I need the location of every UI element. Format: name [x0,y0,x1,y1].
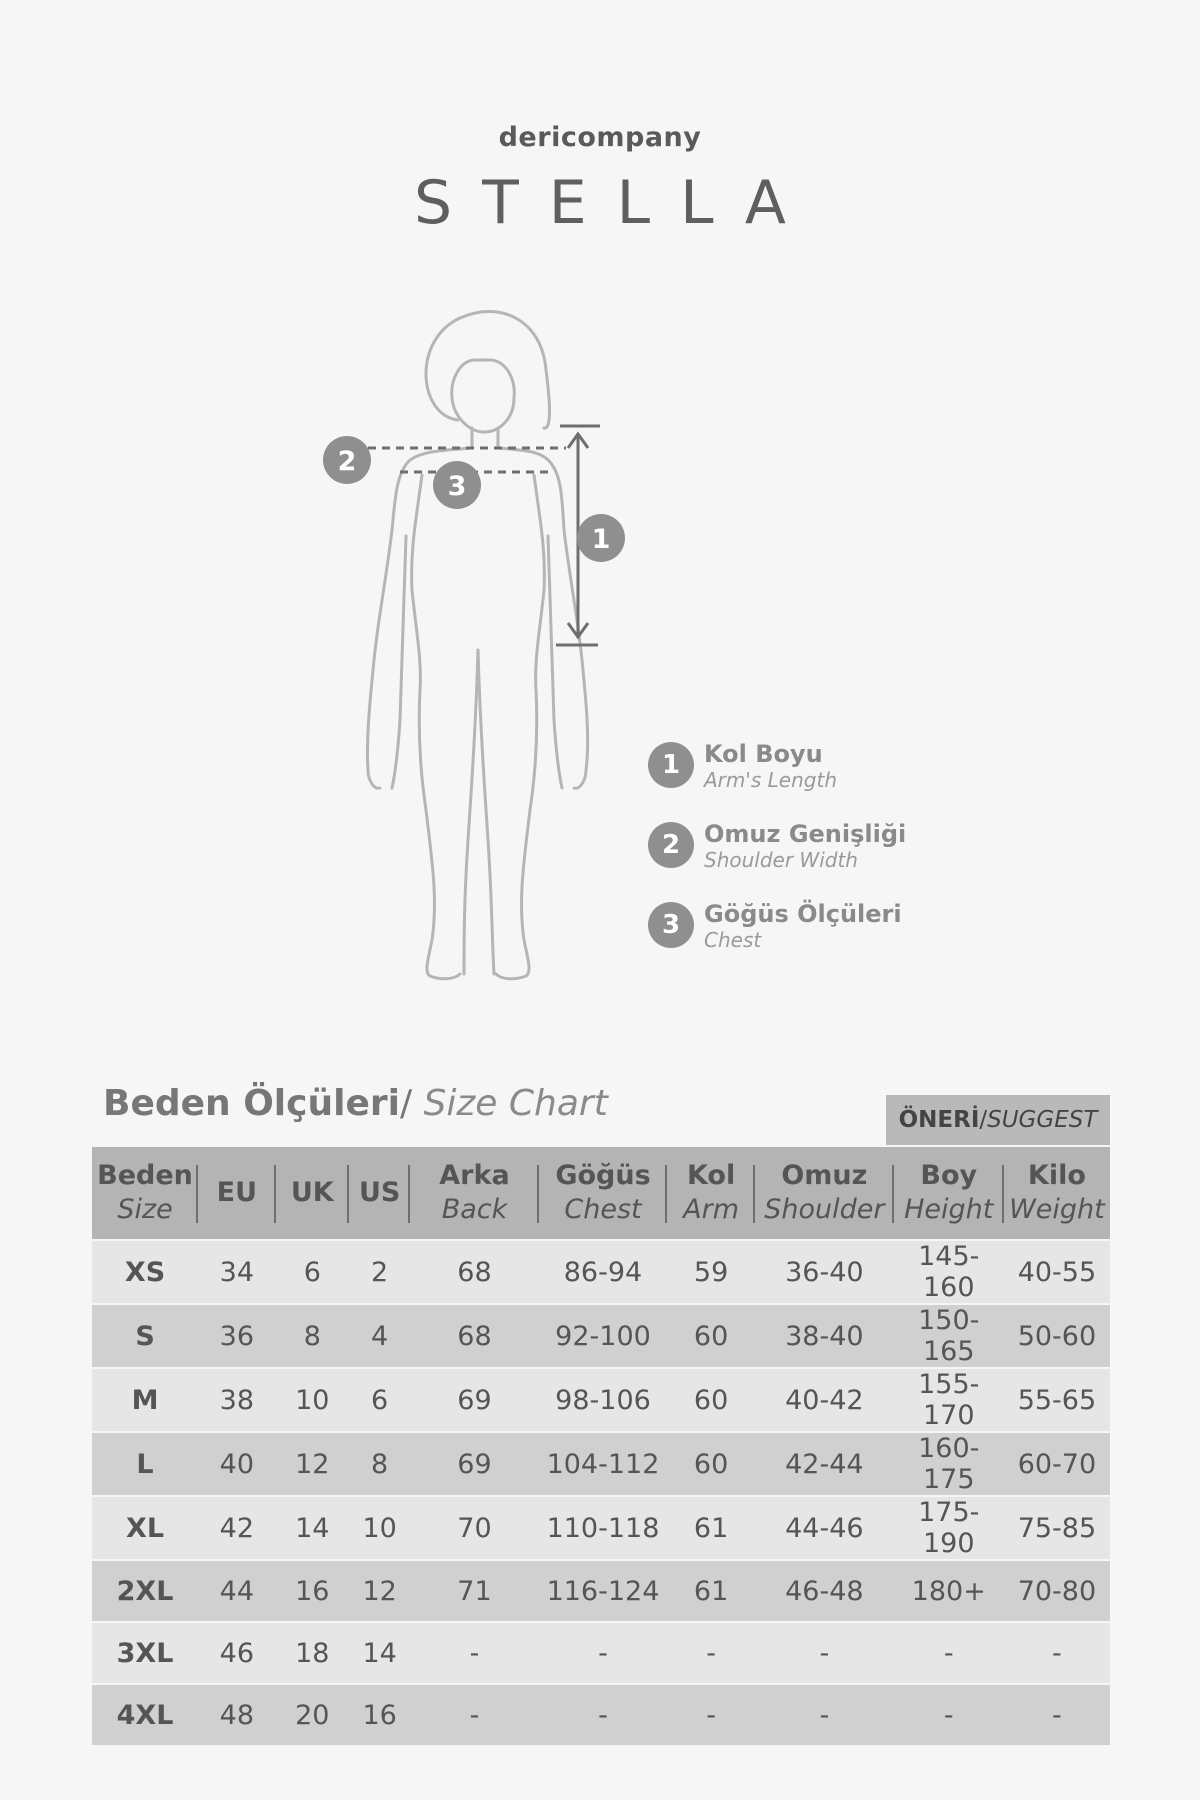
table-cell: S [92,1304,198,1368]
table-cell: 160-175 [894,1432,1004,1496]
table-row [92,1496,1110,1560]
table-cell: 16 [349,1684,410,1745]
table-cell: 46-48 [755,1560,894,1622]
legend-label-en: Arm's Length [704,768,837,792]
table-cell: 8 [276,1304,349,1368]
table-cell: - [410,1622,539,1684]
size-chart-title-en: Size Chart [412,1083,608,1124]
table-cell: 42 [198,1496,276,1560]
table-cell: 98-106 [539,1368,668,1432]
table-row [92,1240,1110,1304]
table-cell: - [1004,1622,1110,1684]
table-cell: 10 [276,1368,349,1432]
suggest-label-en: SUGGEST [987,1107,1098,1133]
size-chart-table [92,1147,1110,1745]
table-cell: M [92,1368,198,1432]
table-cell: 59 [667,1240,755,1304]
marker-3 [433,461,481,509]
table-row [92,1560,1110,1622]
table-cell: - [755,1622,894,1684]
table-cell: 116-124 [539,1560,668,1622]
table-cell: - [410,1684,539,1745]
table-cell: 60-70 [1004,1432,1110,1496]
table-cell: - [1004,1684,1110,1745]
table-cell: - [755,1684,894,1745]
header-eu: EU [198,1147,276,1240]
header-weight: Kilo Weight [1004,1147,1110,1240]
table-cell: 12 [276,1432,349,1496]
table-cell: 175-190 [894,1496,1004,1560]
model-name: STELLA [414,168,816,238]
table-cell: 55-65 [1004,1368,1110,1432]
table-row [92,1432,1110,1496]
body-outline [367,311,587,978]
table-cell: 44-46 [755,1496,894,1560]
table-cell: 4XL [92,1684,198,1745]
suggest-label-separator: / [979,1107,988,1133]
table-cell: 2XL [92,1560,198,1622]
table-cell: 155-170 [894,1368,1004,1432]
legend-number: 3 [648,902,694,948]
table-cell: L [92,1432,198,1496]
table-cell: 2 [349,1240,410,1304]
table-cell: - [894,1622,1004,1684]
table-cell: XL [92,1496,198,1560]
table-cell: 50-60 [1004,1304,1110,1368]
table-cell: 48 [198,1684,276,1745]
legend-label-en: Shoulder Width [704,848,858,872]
table-cell: 60 [667,1368,755,1432]
table-cell: 44 [198,1560,276,1622]
marker-1 [577,514,625,562]
table-cell: 60 [667,1304,755,1368]
table-cell: 40-42 [755,1368,894,1432]
table-cell: - [667,1622,755,1684]
table-cell: 180+ [894,1560,1004,1622]
table-cell: 36 [198,1304,276,1368]
table-cell: 60 [667,1432,755,1496]
legend-label-tr: Göğüs Ölçüleri [704,900,902,928]
header-us: US [349,1147,410,1240]
table-cell: 10 [349,1496,410,1560]
legend-number: 2 [648,822,694,868]
table-cell: 38 [198,1368,276,1432]
table-cell: 92-100 [539,1304,668,1368]
table-cell: 61 [667,1560,755,1622]
table-cell: 6 [276,1240,349,1304]
table-cell: 71 [410,1560,539,1622]
svg-text:3: 3 [447,471,467,502]
table-cell: 70 [410,1496,539,1560]
table-cell: 3XL [92,1622,198,1684]
table-cell: 20 [276,1684,349,1745]
table-cell: 40-55 [1004,1240,1110,1304]
table-cell: 145-160 [894,1240,1004,1304]
table-cell: - [667,1684,755,1745]
size-chart-body [92,1240,1110,1745]
table-cell: 104-112 [539,1432,668,1496]
header-back: Arka Back [410,1147,539,1240]
legend-label-en: Chest [704,928,762,952]
table-cell: 36-40 [755,1240,894,1304]
table-cell: 18 [276,1622,349,1684]
table-cell: - [894,1684,1004,1745]
table-cell: 150-165 [894,1304,1004,1368]
table-cell: 75-85 [1004,1496,1110,1560]
legend-number: 1 [648,742,694,788]
header-arm: Kol Arm [667,1147,755,1240]
table-header-row [92,1147,1110,1240]
table-cell: 42-44 [755,1432,894,1496]
size-chart-title-tr: Beden Ölçüleri [103,1083,400,1124]
table-cell: 40 [198,1432,276,1496]
header-size: Beden Size [92,1147,198,1240]
header-shoulder: Omuz Shoulder [755,1147,894,1240]
table-row [92,1368,1110,1432]
table-cell: 6 [349,1368,410,1432]
svg-text:1: 1 [591,524,611,555]
legend-label-tr: Omuz Genişliği [704,820,907,848]
table-cell: 46 [198,1622,276,1684]
header-height: Boy Height [894,1147,1004,1240]
header-chest: Göğüs Chest [539,1147,668,1240]
table-cell: 70-80 [1004,1560,1110,1622]
table-cell: 8 [349,1432,410,1496]
legend-label-tr: Kol Boyu [704,740,823,768]
header-uk: UK [276,1147,349,1240]
suggest-label-tr: ÖNERİ [898,1107,980,1133]
body-figure-illustration [300,300,640,1000]
table-cell: 68 [410,1240,539,1304]
table-cell: 12 [349,1560,410,1622]
table-cell: 34 [198,1240,276,1304]
size-chart-title [103,1083,608,1124]
table-row [92,1622,1110,1684]
table-cell: 4 [349,1304,410,1368]
table-row [92,1304,1110,1368]
table-cell: 69 [410,1368,539,1432]
table-cell: 14 [349,1622,410,1684]
table-cell: 14 [276,1496,349,1560]
table-cell: 110-118 [539,1496,668,1560]
table-cell: 16 [276,1560,349,1622]
size-chart-title-separator: / [399,1083,413,1124]
marker-2 [323,436,371,484]
suggest-label [886,1095,1110,1145]
table-cell: 61 [667,1496,755,1560]
table-cell: - [539,1622,668,1684]
table-cell: XS [92,1240,198,1304]
table-cell: 69 [410,1432,539,1496]
svg-text:2: 2 [337,446,357,477]
table-cell: 38-40 [755,1304,894,1368]
table-cell: 68 [410,1304,539,1368]
brand-logo: dericompany [498,122,702,153]
table-row [92,1684,1110,1745]
table-cell: - [539,1684,668,1745]
table-cell: 86-94 [539,1240,668,1304]
